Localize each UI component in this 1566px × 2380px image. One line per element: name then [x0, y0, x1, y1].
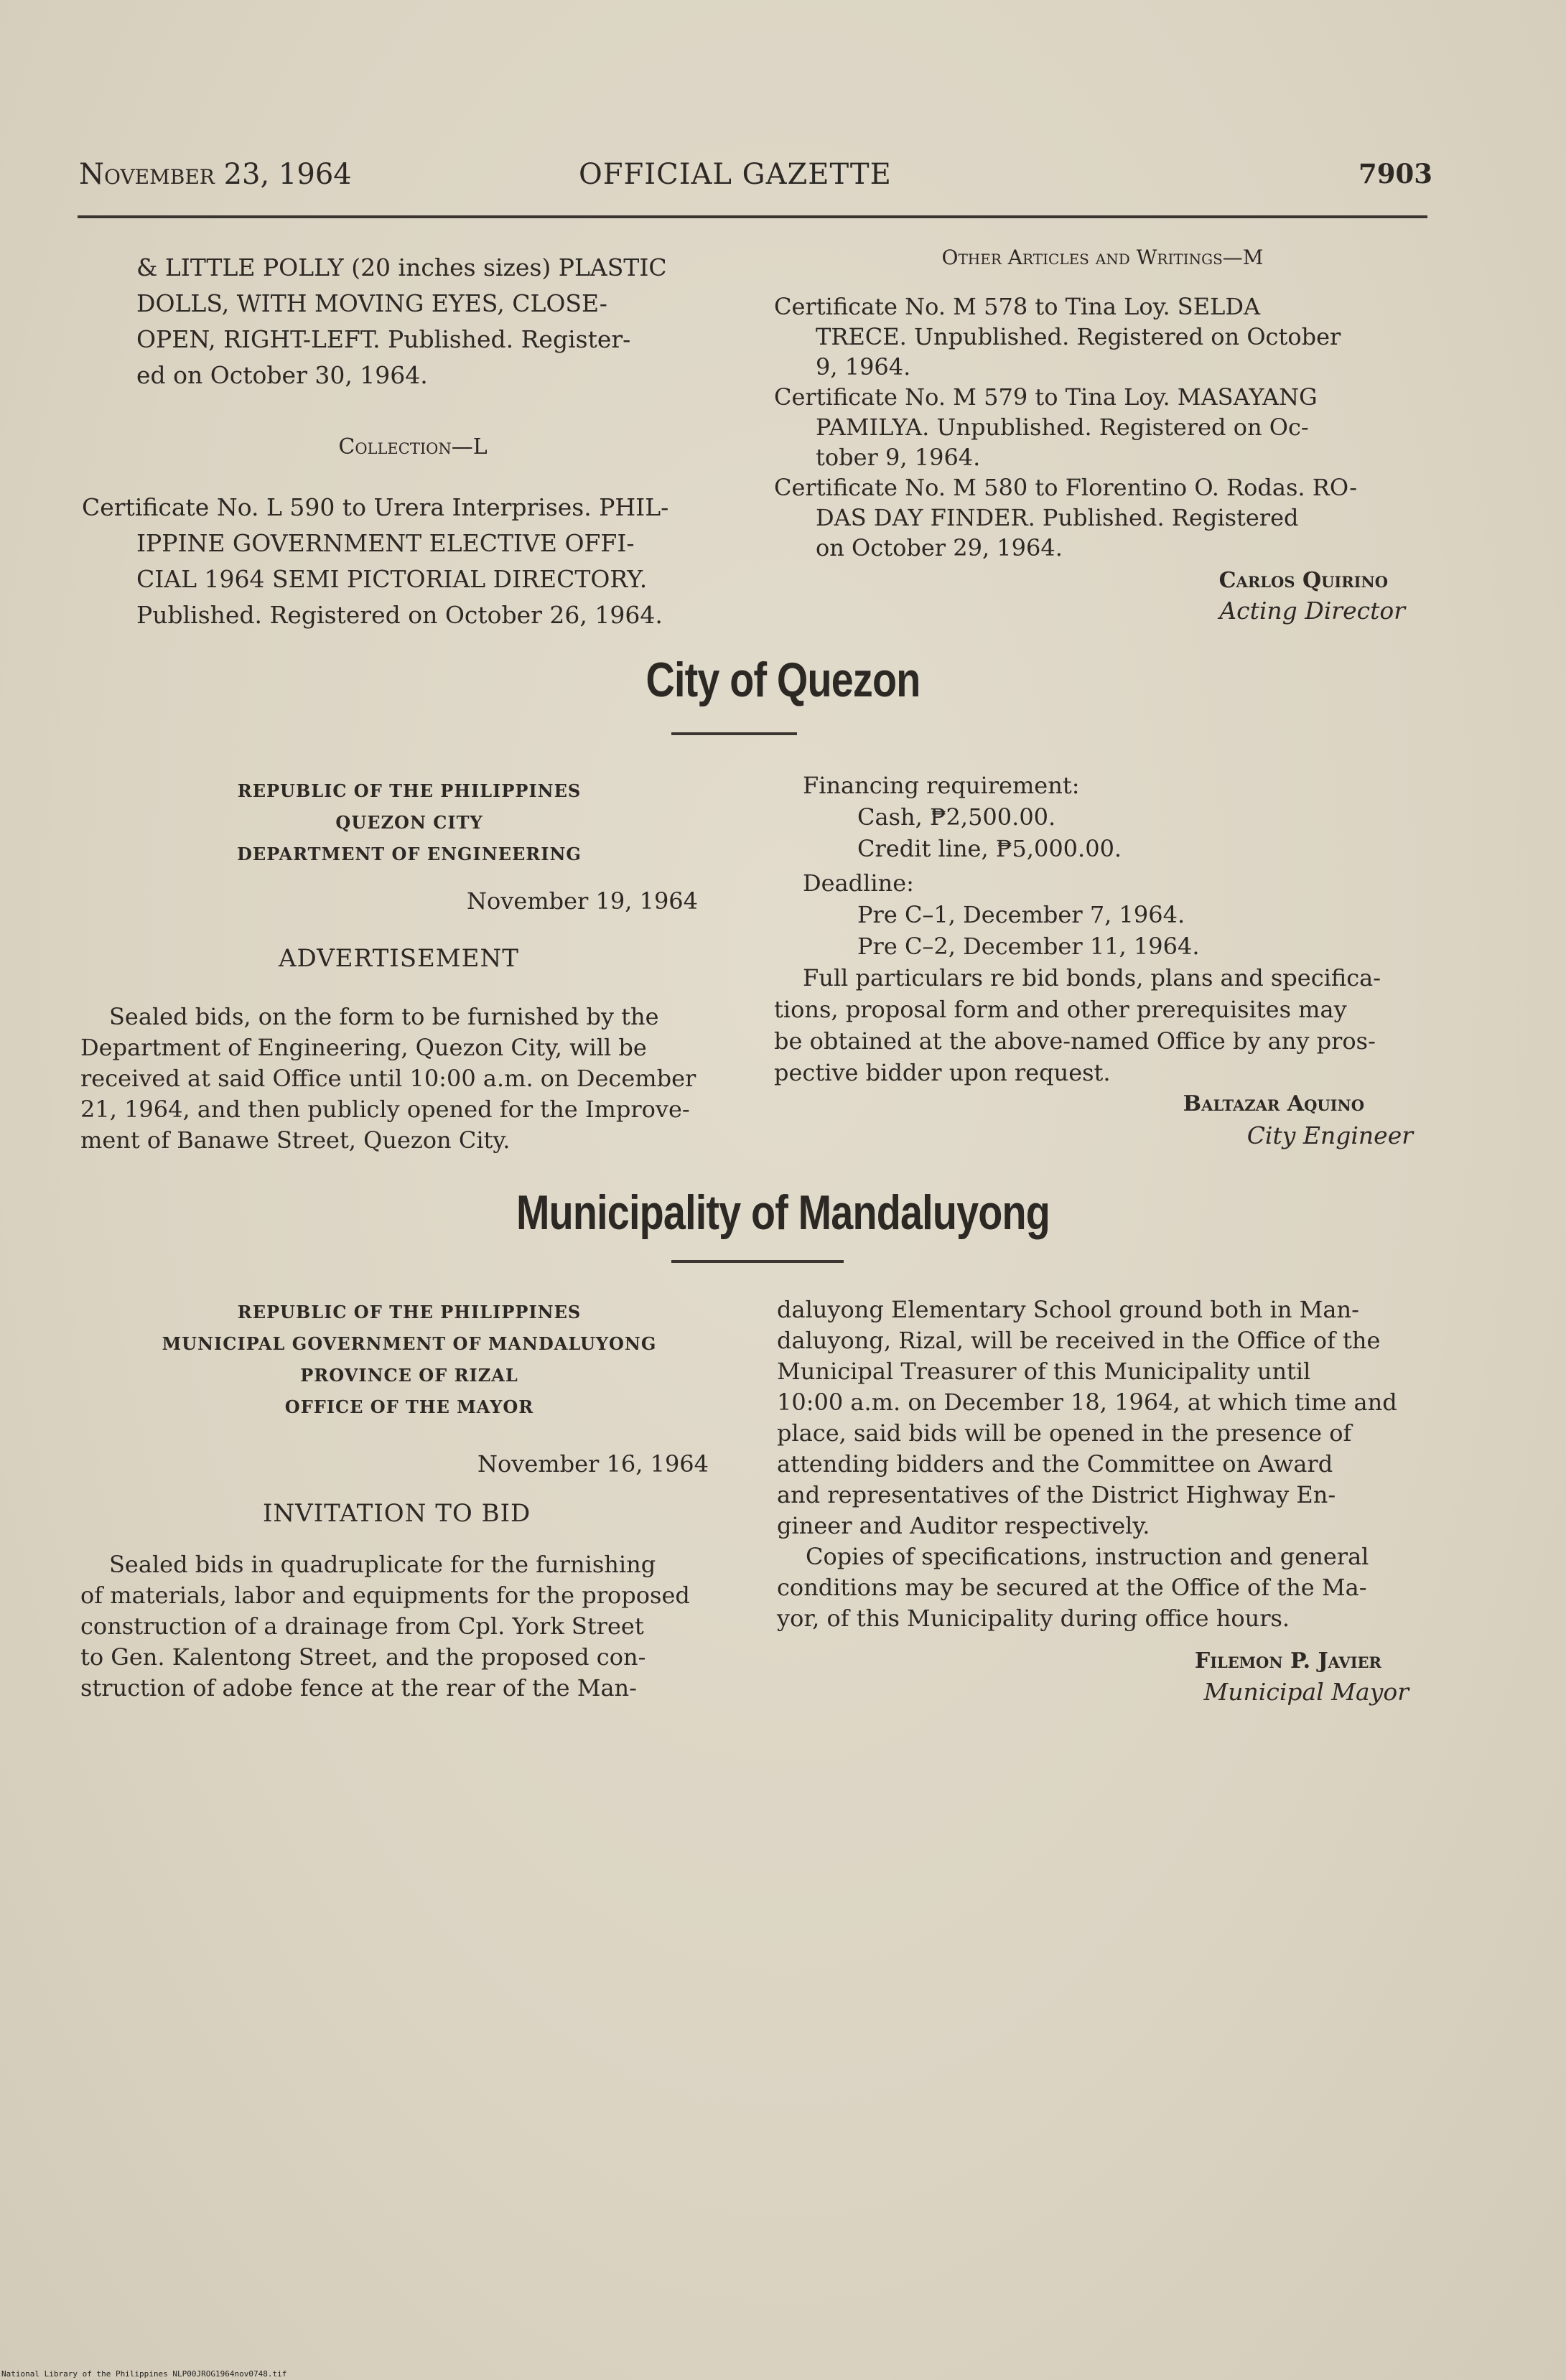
mandaluyong-body-right: daluyong Elementary School ground both in Man- daluyong, Rizal, will be received in the Office of the Municipal Treasurer of this Municipality until 10:00 a.m. on December 18, 1964, at which time and place, said bids will be opened in the presence of attending bidders and the Committee on Award and representatives of the District Highway En- gineer and Auditor respectively. Copies of specifications, instruction and general conditions may be secured at the Office of the Ma- yor, of this Municipality during office hours. Filemon P. Javier Municipal Mayor [777, 1294, 1437, 1707]
signer-title: Municipal Mayor [1203, 1678, 1409, 1706]
continuation-entry: & LITTLE POLLY (20 inches sizes) PLASTIC DOLLS, WITH MOVING EYES, CLOSE- OPEN, RIGHT-LEFT. Published. Register- ed on October 30, 1964. [136, 253, 667, 389]
signer-name: Filemon P. Javier [1194, 1648, 1381, 1674]
signer-name: Baltazar Aquino [1183, 1091, 1364, 1116]
section-rule [671, 1260, 844, 1263]
quezon-letterhead: REPUBLIC OF THE PHILIPPINES QUEZON CITY DEPARTMENT OF ENGINEERING [237, 780, 582, 864]
section-rule [671, 732, 797, 735]
top-left-column [82, 250, 740, 633]
certificate-entry: Certificate No. M 578 to Tina Loy. SELDA TRECE. Unpublished. Registered on October 9, 1964. [774, 293, 1341, 381]
notice-date: November 16, 1964 [477, 1450, 709, 1478]
collection-heading: Collection—L [338, 434, 488, 459]
notice-title: INVITATION TO BID [263, 1499, 531, 1528]
notice-date: November 19, 1964 [467, 887, 699, 915]
scan-footer: National Library of the Philippines NLP00JROG1964nov0748.tif [1, 2369, 287, 2379]
certificate-entry: Certificate No. L 590 to Urera Interprises. PHIL- IPPINE GOVERNMENT ELECTIVE OFFI- CIAL 1964 SEMI PICTORIAL DIRECTORY. Published. Registered on October 26, 1964. [82, 493, 669, 629]
certificate-entry: Certificate No. M 580 to Florentino O. Rodas. RO- DAS DAY FINDER. Published. Registered on October 29, 1964. [774, 474, 1358, 561]
header-rule [78, 215, 1427, 218]
quezon-body-left: Sealed bids, on the form to be furnished by the Department of Engineering, Quezon City, will be received at said Office until 10:00 a.m. on December 21, 1964, and then publicly opened for the Improve- ment of Banawe Street, Quezon City. [80, 1003, 696, 1154]
section-title: City of Quezon [645, 653, 921, 707]
notice-title: ADVERTISEMENT [279, 944, 519, 973]
header-date: November 23, 1964 [79, 158, 352, 191]
other-articles-heading: Other Articles and Writings—M [941, 246, 1264, 269]
signer-name: Carlos Quirino [1218, 568, 1388, 593]
header-title: OFFICIAL GAZETTE [579, 158, 892, 191]
mandaluyong-body-left: Sealed bids in quadruplicate for the furnishing of materials, labor and equipments for the proposed construction of a drainage from Cpl. York Street to Gen. Kalentong Street, and the proposed con- struction of adobe fence at the rear of the Man- [80, 1551, 690, 1702]
page-number: 7903 [1358, 158, 1432, 190]
certificate-entry: Certificate No. M 579 to Tina Loy. MASAYANG PAMILYA. Unpublished. Registered on Oc- tober 9, 1964. [774, 383, 1318, 471]
section-title: Municipality of Mandaluyong [516, 1185, 1050, 1240]
signer-title: Acting Director [1219, 597, 1405, 625]
signer-title: City Engineer [1246, 1121, 1413, 1149]
top-right-column [774, 243, 1431, 626]
mandaluyong-letterhead: REPUBLIC OF THE PHILIPPINES MUNICIPAL GOVERNMENT OF MANDALUYONG PROVINCE OF RIZAL OFFICE OF THE MAYOR [162, 1302, 657, 1417]
quezon-body-right: Financing requirement: Cash, ₱2,500.00. Credit line, ₱5,000.00. Deadline: Pre C–1, December 7, 1964. Pre C–2, December 11, 1964. Full particulars re bid bonds, plans and specifica- tions, proposal form and other prerequisites may be obtained at the above-named Office by any pros- pective bidder upon request. Baltazar Aquino City Engineer [774, 770, 1442, 1152]
